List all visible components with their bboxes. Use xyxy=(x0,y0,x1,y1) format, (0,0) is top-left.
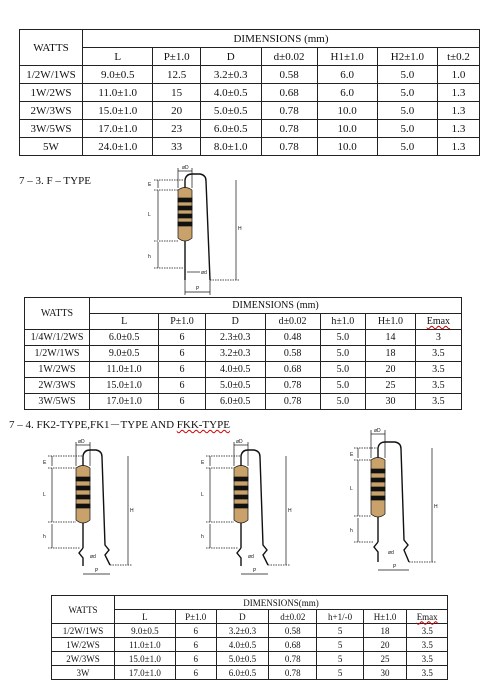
dimension-cell: 3.5 xyxy=(415,378,461,394)
table-row xyxy=(52,638,448,652)
dimension-cell: 18 xyxy=(366,346,416,362)
dimension-cell: 0.78 xyxy=(265,394,320,410)
dimension-cell: 23 xyxy=(153,120,200,138)
column-header: D xyxy=(216,610,268,624)
column-header: L xyxy=(115,610,176,624)
label-p: P xyxy=(196,286,200,292)
dimension-cell: 5 xyxy=(317,624,363,638)
watts-cell: 2W/3WS xyxy=(52,652,115,666)
dimension-cell: 15.0±1.0 xyxy=(90,378,159,394)
dimension-cell: 6 xyxy=(159,362,206,378)
dimension-cell: 3.5 xyxy=(415,394,461,410)
dimension-cell: 3 xyxy=(415,330,461,346)
dimension-cell: 1.3 xyxy=(438,120,480,138)
dimension-cell: 17.0±1.0 xyxy=(83,120,153,138)
column-header: h+1/-0 xyxy=(317,610,363,624)
dimension-cell: 25 xyxy=(366,378,416,394)
column-header: P±1.0 xyxy=(159,314,206,330)
dimensions-table-3 xyxy=(51,595,448,680)
label-h: H xyxy=(288,508,292,514)
dimension-cell: 20 xyxy=(153,102,200,120)
column-header: L xyxy=(90,314,159,330)
column-header: H±1.0 xyxy=(366,314,416,330)
label-h-small: h xyxy=(43,534,46,540)
column-header: H1±1.0 xyxy=(317,48,377,66)
table-body xyxy=(20,66,480,156)
dimension-cell: 5 xyxy=(317,638,363,652)
f-type-resistor-diagram xyxy=(140,165,250,296)
dimension-cell: 11.0±1.0 xyxy=(90,362,159,378)
watts-cell: 1W/2WS xyxy=(25,362,90,378)
label-lead-diameter: ød xyxy=(201,270,207,276)
dimension-cell: 20 xyxy=(363,638,407,652)
dimension-cell: 24.0±1.0 xyxy=(83,138,153,156)
table-row xyxy=(25,330,462,346)
table-row xyxy=(20,120,480,138)
watts-cell: 2W/3WS xyxy=(20,102,83,120)
watts-header: WATTS xyxy=(20,30,83,66)
watts-cell: 3W/5WS xyxy=(20,120,83,138)
dimension-cell: 6.0 xyxy=(317,84,377,102)
column-header: Emax xyxy=(415,314,461,330)
dimension-cell: 4.0±0.5 xyxy=(200,84,261,102)
dimension-cell: 3.5 xyxy=(407,666,448,680)
dimension-cell: 1.3 xyxy=(438,84,480,102)
dimension-cell: 12.5 xyxy=(153,66,200,84)
table-row xyxy=(20,84,480,102)
column-header: d±0.02 xyxy=(261,48,317,66)
column-header: H2±1.0 xyxy=(377,48,437,66)
watts-cell: 1/4W/1/2WS xyxy=(25,330,90,346)
dimension-cell: 30 xyxy=(366,394,416,410)
watts-header: WATTS xyxy=(25,298,90,330)
dimension-cell: 15.0±1.0 xyxy=(115,652,176,666)
dimension-cell: 33 xyxy=(153,138,200,156)
label-diameter: øD xyxy=(236,439,243,445)
fkk-type-resistor-diagram xyxy=(348,428,458,578)
section-title-part: 7 – 4. FK2-TYPE,FK1－TYPE AND xyxy=(9,419,177,431)
dimension-cell: 6.0 xyxy=(317,66,377,84)
column-header: d±0.02 xyxy=(265,314,320,330)
label-p: P xyxy=(253,568,257,574)
section-title-fk-types xyxy=(9,416,230,432)
table-row xyxy=(20,102,480,120)
watts-cell: 3W/5WS xyxy=(25,394,90,410)
dimension-cell: 6 xyxy=(159,346,206,362)
column-header: D xyxy=(205,314,265,330)
label-lead-diameter: ød xyxy=(388,550,394,556)
dimension-cell: 0.78 xyxy=(261,102,317,120)
column-header: P±1.0 xyxy=(153,48,200,66)
label-h: H xyxy=(130,508,134,514)
column-header: Emax xyxy=(407,610,448,624)
dimension-cell: 3.2±0.3 xyxy=(216,624,268,638)
dimension-cell: 4.0±0.5 xyxy=(205,362,265,378)
dimensions-table-1 xyxy=(19,29,480,156)
dimension-cell: 0.48 xyxy=(265,330,320,346)
dimensions-header: DIMENSIONS (mm) xyxy=(83,30,480,48)
label-diameter: øD xyxy=(182,165,189,171)
dimension-cell: 11.0±1.0 xyxy=(115,638,176,652)
dimension-cell: 1.3 xyxy=(438,102,480,120)
label-diameter: øD xyxy=(374,428,381,434)
watts-cell: 2W/3WS xyxy=(25,378,90,394)
dimension-cell: 5.0 xyxy=(377,138,437,156)
dimension-cell: 3.2±0.3 xyxy=(205,346,265,362)
dimensions-header: DIMENSIONS (mm) xyxy=(90,298,462,314)
dimension-cell: 3.5 xyxy=(415,362,461,378)
fk2-type-resistor-diagram xyxy=(38,440,148,580)
label-p: P xyxy=(95,568,99,574)
label-l: L xyxy=(148,212,151,218)
dimension-cell: 6.0±0.5 xyxy=(205,394,265,410)
table-row xyxy=(52,652,448,666)
fk1-type-resistor-diagram xyxy=(196,440,306,580)
dimension-cell: 0.78 xyxy=(261,138,317,156)
dimension-cell: 5.0 xyxy=(320,394,366,410)
dimension-cell: 17.0±1.0 xyxy=(90,394,159,410)
table-row xyxy=(25,394,462,410)
dimension-cell: 1.3 xyxy=(438,138,480,156)
label-e: E xyxy=(43,460,47,466)
dimension-cell: 6.0±0.5 xyxy=(200,120,261,138)
dimension-cell: 5 xyxy=(317,666,363,680)
dimension-cell: 8.0±1.0 xyxy=(200,138,261,156)
dimension-cell: 3.5 xyxy=(415,346,461,362)
dimension-cell: 0.78 xyxy=(269,652,317,666)
dimension-cell: 3.5 xyxy=(407,624,448,638)
label-h: H xyxy=(434,504,438,510)
dimension-cell: 6 xyxy=(175,652,216,666)
table-body xyxy=(52,624,448,680)
label-l: L xyxy=(43,492,46,498)
label-h-small: h xyxy=(350,528,353,534)
column-header: d±0.02 xyxy=(269,610,317,624)
dimension-cell: 9.0±0.5 xyxy=(83,66,153,84)
table-row xyxy=(20,138,480,156)
dimension-cell: 5.0±0.5 xyxy=(216,652,268,666)
label-h-small: h xyxy=(201,534,204,540)
watts-cell: 1/2W/1WS xyxy=(25,346,90,362)
dimension-cell: 18 xyxy=(363,624,407,638)
dimension-cell: 30 xyxy=(363,666,407,680)
label-h-small: h xyxy=(148,254,151,260)
dimension-cell: 6.0±0.5 xyxy=(90,330,159,346)
dimensions-header: DIMENSIONS(mm) xyxy=(115,596,448,610)
dimension-cell: 0.68 xyxy=(269,638,317,652)
dimension-cell: 20 xyxy=(366,362,416,378)
dimension-cell: 17.0±1.0 xyxy=(115,666,176,680)
dimension-cell: 5.0 xyxy=(377,120,437,138)
table-row xyxy=(52,666,448,680)
column-header: h±1.0 xyxy=(320,314,366,330)
dimension-cell: 6 xyxy=(159,330,206,346)
dimension-cell: 4.0±0.5 xyxy=(216,638,268,652)
dimension-cell: 3.2±0.3 xyxy=(200,66,261,84)
section-title-fkk: FKK-TYPE xyxy=(176,419,230,431)
label-lead-diameter: ød xyxy=(248,554,254,560)
column-header: D xyxy=(200,48,261,66)
watts-cell: 1/2W/1WS xyxy=(20,66,83,84)
dimension-cell: 0.68 xyxy=(265,362,320,378)
column-header: t±0.2 xyxy=(438,48,480,66)
dimension-cell: 5.0 xyxy=(320,346,366,362)
watts-cell: 5W xyxy=(20,138,83,156)
dimension-cell: 5 xyxy=(317,652,363,666)
label-h: H xyxy=(238,226,242,232)
dimension-cell: 6 xyxy=(159,394,206,410)
dimension-cell: 9.0±0.5 xyxy=(115,624,176,638)
table-row xyxy=(20,66,480,84)
dimension-cell: 14 xyxy=(366,330,416,346)
dimension-cell: 1.0 xyxy=(438,66,480,84)
dimension-cell: 6.0±0.5 xyxy=(216,666,268,680)
dimension-cell: 5.0 xyxy=(377,102,437,120)
dimension-cell: 0.58 xyxy=(269,624,317,638)
dimension-cell: 6 xyxy=(175,624,216,638)
dimension-cell: 5.0 xyxy=(377,84,437,102)
label-p: P xyxy=(393,564,397,570)
dimension-cell: 0.78 xyxy=(261,120,317,138)
dimension-cell: 10.0 xyxy=(317,102,377,120)
column-header: P±1.0 xyxy=(175,610,216,624)
dimension-cell: 11.0±1.0 xyxy=(83,84,153,102)
dimension-cell: 3.5 xyxy=(407,652,448,666)
dimension-cell: 6 xyxy=(159,378,206,394)
watts-cell: 1W/2WS xyxy=(52,638,115,652)
dimension-cell: 10.0 xyxy=(317,120,377,138)
dimension-cell: 0.78 xyxy=(265,378,320,394)
table-row xyxy=(52,624,448,638)
dimension-cell: 5.0±0.5 xyxy=(205,378,265,394)
dimension-cell: 3.5 xyxy=(407,638,448,652)
label-e: E xyxy=(148,182,152,188)
table-body xyxy=(25,330,462,410)
table-row xyxy=(25,378,462,394)
dimension-cell: 6 xyxy=(175,638,216,652)
dimension-cell: 2.3±0.3 xyxy=(205,330,265,346)
dimension-cell: 9.0±0.5 xyxy=(90,346,159,362)
label-e: E xyxy=(201,460,205,466)
column-header: H±1.0 xyxy=(363,610,407,624)
dimension-cell: 25 xyxy=(363,652,407,666)
watts-cell: 3W xyxy=(52,666,115,680)
dimension-cell: 0.68 xyxy=(261,84,317,102)
dimensions-table-2 xyxy=(24,297,462,410)
dimension-cell: 15 xyxy=(153,84,200,102)
label-diameter: øD xyxy=(78,439,85,445)
label-e: E xyxy=(350,452,354,458)
dimension-cell: 15.0±1.0 xyxy=(83,102,153,120)
watts-cell: 1W/2WS xyxy=(20,84,83,102)
watts-cell: 1/2W/1WS xyxy=(52,624,115,638)
dimension-cell: 5.0 xyxy=(377,66,437,84)
dimension-cell: 0.58 xyxy=(265,346,320,362)
dimension-cell: 10.0 xyxy=(317,138,377,156)
dimension-cell: 5.0 xyxy=(320,362,366,378)
dimension-cell: 0.58 xyxy=(261,66,317,84)
column-header: L xyxy=(83,48,153,66)
label-l: L xyxy=(201,492,204,498)
label-lead-diameter: ød xyxy=(90,554,96,560)
table-row xyxy=(25,362,462,378)
dimension-cell: 5.0±0.5 xyxy=(200,102,261,120)
dimension-cell: 5.0 xyxy=(320,330,366,346)
dimension-cell: 5.0 xyxy=(320,378,366,394)
label-l: L xyxy=(350,486,353,492)
table-row xyxy=(25,346,462,362)
section-title-f-type: 7 – 3. F – TYPE xyxy=(19,175,91,187)
dimension-cell: 0.78 xyxy=(269,666,317,680)
watts-header: WATTS xyxy=(52,596,115,624)
dimension-cell: 6 xyxy=(175,666,216,680)
